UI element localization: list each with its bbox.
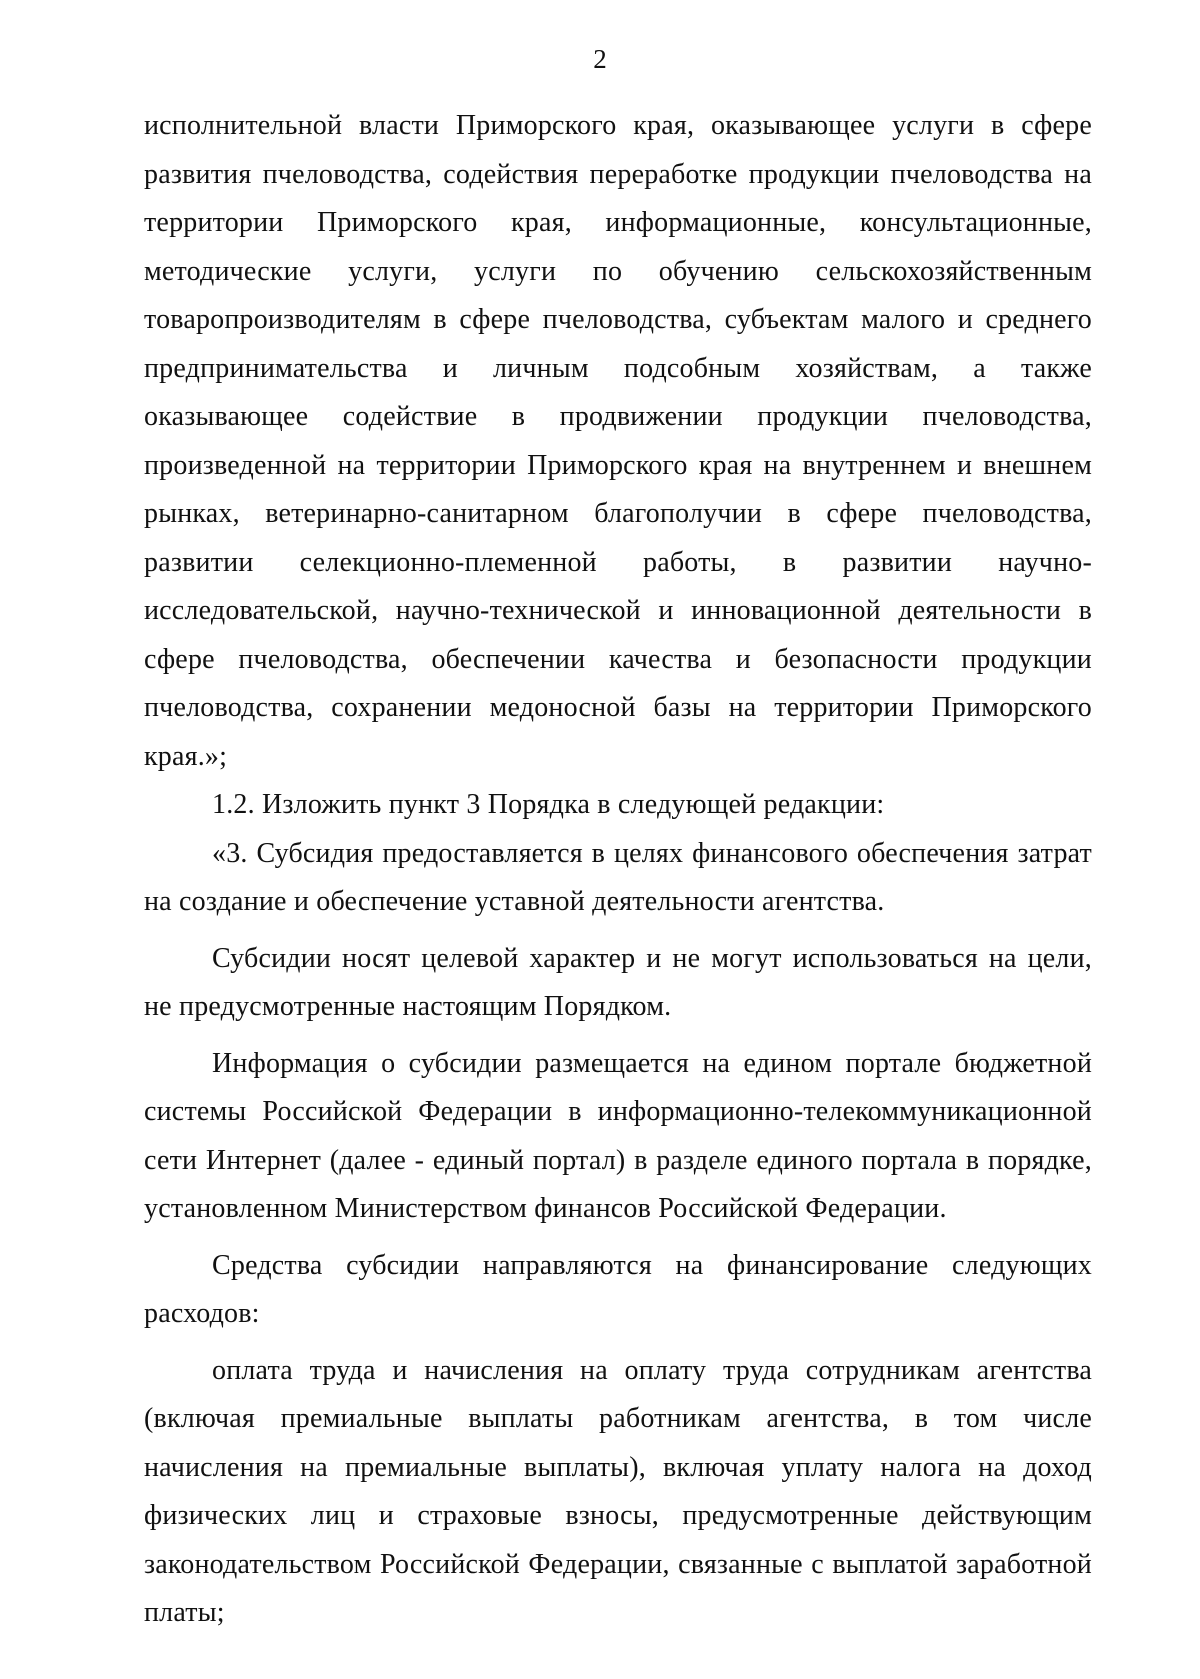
paragraph-continuation: исполнительной власти Приморского края, оказывающее услуги в сфере развития пчеловодства, содействия переработке продукции пчеловодства на территории Приморского края, информационные, консультационные, методические услуги, услуги по обучению сельскохозяйственным товаропроизводителям в сфере пчеловодства, субъектам малого и среднего предпринимательства и личным подсобным хозяйствам, а также оказывающее содействие в продвижении продукции пчеловодства, произведенной на территории Приморского края на внутреннем и внешнем рынках, ветеринарно-санитарном благополучии в сфере пчеловодства, развитии селекционно-племенной работы, в развитии научно-исследовательской, научно-технической и инновационной деятельности в сфере пчеловодства, обеспечении качества и безопасности продукции пчеловодства, сохранении медоносной базы на территории Приморского края.»; [144, 110, 1092, 772]
document-body [144, 102, 1092, 1638]
paragraph-subsidy-expenses: Средства субсидии направляются на финансирование следующих расходов: [144, 1249, 1092, 1329]
page-number: 2 [593, 44, 607, 74]
paragraph-subsidy-information: Информация о субсидии размещается на едином портале бюджетной системы Российской Федерации в информационно-телекоммуникационной сети Интернет (далее - единый портал) в разделе единого портала в порядке, установленном Министерством финансов Российской Федерации. [144, 1047, 1092, 1224]
paragraph-subsidy-purpose: Субсидии носят целевой характер и не могут использоваться на цели, не предусмотренные настоящим Порядком. [144, 942, 1092, 1022]
paragraph-item-3: «3. Субсидия предоставляется в целях финансового обеспечения затрат на создание и обеспечение уставной деятельности агентства. [144, 837, 1092, 917]
paragraph-item-1-2: 1.2. Изложить пункт 3 Порядка в следующей редакции: [212, 789, 885, 820]
paragraph-salary-expenses: оплата труда и начисления на оплату труда сотрудникам агентства (включая премиальные выплаты работникам агентства, в том числе начисления на премиальные выплаты), включая уплату налога на доход физических лиц и страховые взносы, предусмотренные действующим законодательством Российской Федерации, связанные с выплатой заработной платы; [144, 1354, 1092, 1628]
